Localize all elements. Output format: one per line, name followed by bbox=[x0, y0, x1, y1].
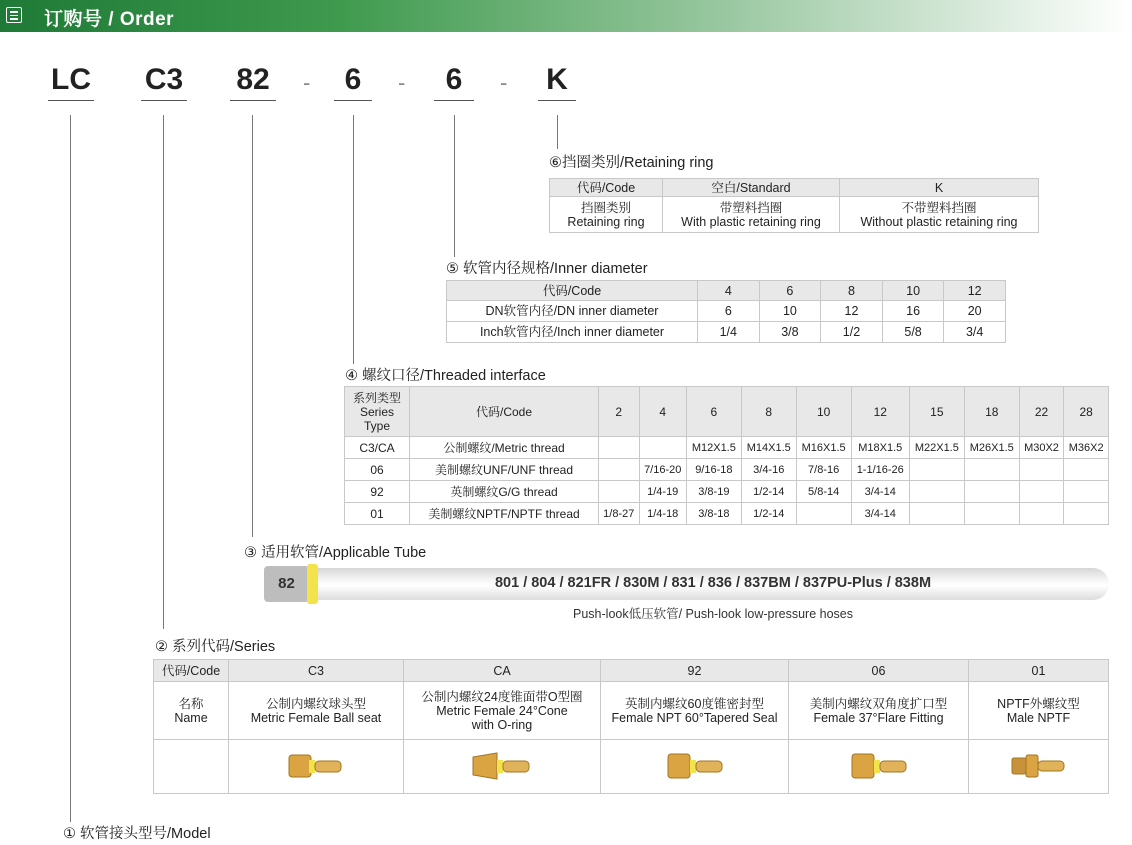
section1-title: ① 软管接头型号/Model bbox=[63, 826, 211, 842]
tube-code-badge: 82 bbox=[264, 566, 309, 602]
table-cell bbox=[964, 481, 1019, 503]
table-cell: M30X2 bbox=[1019, 437, 1064, 459]
table-cell bbox=[1019, 459, 1064, 481]
fitting-image bbox=[404, 740, 601, 794]
code-separator: - bbox=[398, 70, 406, 95]
table-cell: 带塑料挡圈 With plastic retaining ring bbox=[663, 197, 840, 233]
fitting-image bbox=[229, 740, 404, 794]
table-cell: M36X2 bbox=[1064, 437, 1109, 459]
table-header: 18 bbox=[964, 387, 1019, 437]
table-cell bbox=[1064, 459, 1109, 481]
npt-tapered-fitting-icon bbox=[660, 743, 730, 787]
retaining-ring-table bbox=[549, 178, 1039, 233]
table-cell: 6 bbox=[698, 301, 760, 322]
table-cell bbox=[599, 481, 640, 503]
table-cell: 挡圈类别 Retaining ring bbox=[550, 197, 663, 233]
table-cell: 名称 Name bbox=[154, 682, 229, 740]
code-part-tube: 82 bbox=[230, 62, 276, 101]
table-cell: 06 bbox=[345, 459, 410, 481]
table-cell: 1-1/16-26 bbox=[851, 459, 909, 481]
section2-title: ② 系列代码/Series bbox=[155, 639, 276, 655]
table-cell: 12 bbox=[821, 301, 883, 322]
table-header: 2 bbox=[599, 387, 640, 437]
tube-caption: Push-look低压软管/ Push-look low-pressure hoses bbox=[573, 607, 853, 621]
table-cell: 16 bbox=[882, 301, 944, 322]
table-cell: 1/4-19 bbox=[639, 481, 686, 503]
cone-oring-fitting-icon bbox=[467, 743, 537, 787]
table-cell: M14X1.5 bbox=[741, 437, 796, 459]
section5-title: ⑤ 软管内径规格/Inner diameter bbox=[446, 261, 648, 277]
table-cell bbox=[909, 459, 964, 481]
leader-line-thread bbox=[353, 115, 354, 364]
table-header: 6 bbox=[759, 281, 821, 301]
table-header: 06 bbox=[789, 660, 969, 682]
leader-line-retaining-ring bbox=[557, 115, 558, 149]
table-header: 22 bbox=[1019, 387, 1064, 437]
table-cell bbox=[1064, 481, 1109, 503]
tube-models: 801 / 804 / 821FR / 830M / 831 / 836 / 837BM / 837PU-Plus / 838M bbox=[494, 575, 932, 591]
code-part-series: C3 bbox=[141, 62, 187, 101]
table-cell: 1/4-18 bbox=[639, 503, 686, 525]
table-header: 代码/Code bbox=[154, 660, 229, 682]
leader-line-tube bbox=[252, 115, 253, 537]
table-cell bbox=[639, 437, 686, 459]
table-cell: 3/4-14 bbox=[851, 481, 909, 503]
section3-title: ③ 适用软管/Applicable Tube bbox=[244, 545, 427, 561]
table-header: 8 bbox=[821, 281, 883, 301]
table-cell bbox=[599, 459, 640, 481]
table-cell: M26X1.5 bbox=[964, 437, 1019, 459]
table-header: 系列类型 Series Type bbox=[345, 387, 410, 437]
code-separator: - bbox=[303, 70, 311, 95]
table-cell: 5/8 bbox=[882, 322, 944, 343]
table-cell: Inch软管内径/Inch inner diameter bbox=[447, 322, 698, 343]
code-separator: - bbox=[500, 70, 508, 95]
table-cell: 英制螺纹G/G thread bbox=[410, 481, 599, 503]
inner-diameter-table bbox=[446, 280, 1006, 343]
table-header: C3 bbox=[229, 660, 404, 682]
table-header: 10 bbox=[796, 387, 851, 437]
table-cell bbox=[1019, 503, 1064, 525]
table-header: 10 bbox=[882, 281, 944, 301]
header-bar bbox=[0, 0, 1132, 32]
section6-title: ⑥挡圈类别/Retaining ring bbox=[549, 155, 714, 171]
table-cell: 1/2-14 bbox=[741, 481, 796, 503]
order-list-icon bbox=[6, 7, 22, 23]
table-cell bbox=[909, 503, 964, 525]
fitting-image bbox=[601, 740, 789, 794]
table-cell: M16X1.5 bbox=[796, 437, 851, 459]
table-cell: 英制内螺纹60度锥密封型 Female NPT 60°Tapered Seal bbox=[601, 682, 789, 740]
table-header: 12 bbox=[851, 387, 909, 437]
table-cell: C3/CA bbox=[345, 437, 410, 459]
table-header: 6 bbox=[686, 387, 741, 437]
table-cell: 9/16-18 bbox=[686, 459, 741, 481]
male-nptf-fitting-icon bbox=[1004, 743, 1074, 787]
code-part-thread: 6 bbox=[334, 62, 372, 101]
table-header: 15 bbox=[909, 387, 964, 437]
table-header: 8 bbox=[741, 387, 796, 437]
table-cell: 公制内螺纹24度锥面带O型圈 Metric Female 24°Cone with O-ring bbox=[404, 682, 601, 740]
table-cell: DN软管内径/DN inner diameter bbox=[447, 301, 698, 322]
table-cell: 美制螺纹UNF/UNF thread bbox=[410, 459, 599, 481]
table-cell: 10 bbox=[759, 301, 821, 322]
table-cell: M18X1.5 bbox=[851, 437, 909, 459]
table-cell: 5/8-14 bbox=[796, 481, 851, 503]
table-cell: 1/4 bbox=[698, 322, 760, 343]
table-header: CA bbox=[404, 660, 601, 682]
ball-seat-fitting-icon bbox=[281, 743, 351, 787]
table-header: 代码/Code bbox=[550, 179, 663, 197]
table-cell: 3/8-19 bbox=[686, 481, 741, 503]
table-cell: 不带塑料挡圈 Without plastic retaining ring bbox=[840, 197, 1039, 233]
fitting-image bbox=[789, 740, 969, 794]
fitting-image bbox=[969, 740, 1109, 794]
table-cell: 1/8-27 bbox=[599, 503, 640, 525]
table-cell: 92 bbox=[345, 481, 410, 503]
table-cell: 3/4-16 bbox=[741, 459, 796, 481]
table-cell: 01 bbox=[345, 503, 410, 525]
table-cell: 3/4-14 bbox=[851, 503, 909, 525]
table-cell bbox=[1064, 503, 1109, 525]
threaded-interface-table bbox=[344, 386, 1109, 525]
table-cell: NPTF外螺纹型 Male NPTF bbox=[969, 682, 1109, 740]
table-cell bbox=[796, 503, 851, 525]
table-cell: 3/4 bbox=[944, 322, 1006, 343]
table-cell: 1/2 bbox=[821, 322, 883, 343]
table-cell: 7/8-16 bbox=[796, 459, 851, 481]
table-cell bbox=[964, 459, 1019, 481]
table-cell bbox=[909, 481, 964, 503]
table-header: 28 bbox=[1064, 387, 1109, 437]
table-cell bbox=[964, 503, 1019, 525]
table-header: 4 bbox=[639, 387, 686, 437]
table-header: 代码/Code bbox=[410, 387, 599, 437]
table-cell: 公制内螺纹球头型 Metric Female Ball seat bbox=[229, 682, 404, 740]
table-cell: 美制内螺纹双角度扩口型 Female 37°Flare Fitting bbox=[789, 682, 969, 740]
flare-fitting-icon bbox=[844, 743, 914, 787]
table-header: 4 bbox=[698, 281, 760, 301]
table-header: 92 bbox=[601, 660, 789, 682]
code-part-retaining-ring: K bbox=[538, 62, 576, 101]
table-cell bbox=[1019, 481, 1064, 503]
table-cell: 1/2-14 bbox=[741, 503, 796, 525]
table-header: 12 bbox=[944, 281, 1006, 301]
table-header: 代码/Code bbox=[447, 281, 698, 301]
table-cell: 3/8-18 bbox=[686, 503, 741, 525]
code-part-model: LC bbox=[48, 62, 94, 101]
table-header: 空白/Standard bbox=[663, 179, 840, 197]
table-header: K bbox=[840, 179, 1039, 197]
table-cell: 20 bbox=[944, 301, 1006, 322]
table-cell: 7/16-20 bbox=[639, 459, 686, 481]
table-cell: 3/8 bbox=[759, 322, 821, 343]
table-cell: M22X1.5 bbox=[909, 437, 964, 459]
leader-line-series bbox=[163, 115, 164, 629]
table-cell: 美制螺纹NPTF/NPTF thread bbox=[410, 503, 599, 525]
series-table bbox=[153, 659, 1109, 794]
section4-title: ④ 螺纹口径/Threaded interface bbox=[345, 368, 546, 384]
table-header: 01 bbox=[969, 660, 1109, 682]
leader-line-inner-diameter bbox=[454, 115, 455, 257]
table-cell: M12X1.5 bbox=[686, 437, 741, 459]
code-part-inner-diameter: 6 bbox=[434, 62, 474, 101]
table-cell bbox=[599, 437, 640, 459]
page-title: 订购号 / Order bbox=[44, 9, 175, 30]
leader-line-model bbox=[70, 115, 71, 822]
table-cell: 公制螺纹/Metric thread bbox=[410, 437, 599, 459]
table-cell bbox=[154, 740, 229, 794]
